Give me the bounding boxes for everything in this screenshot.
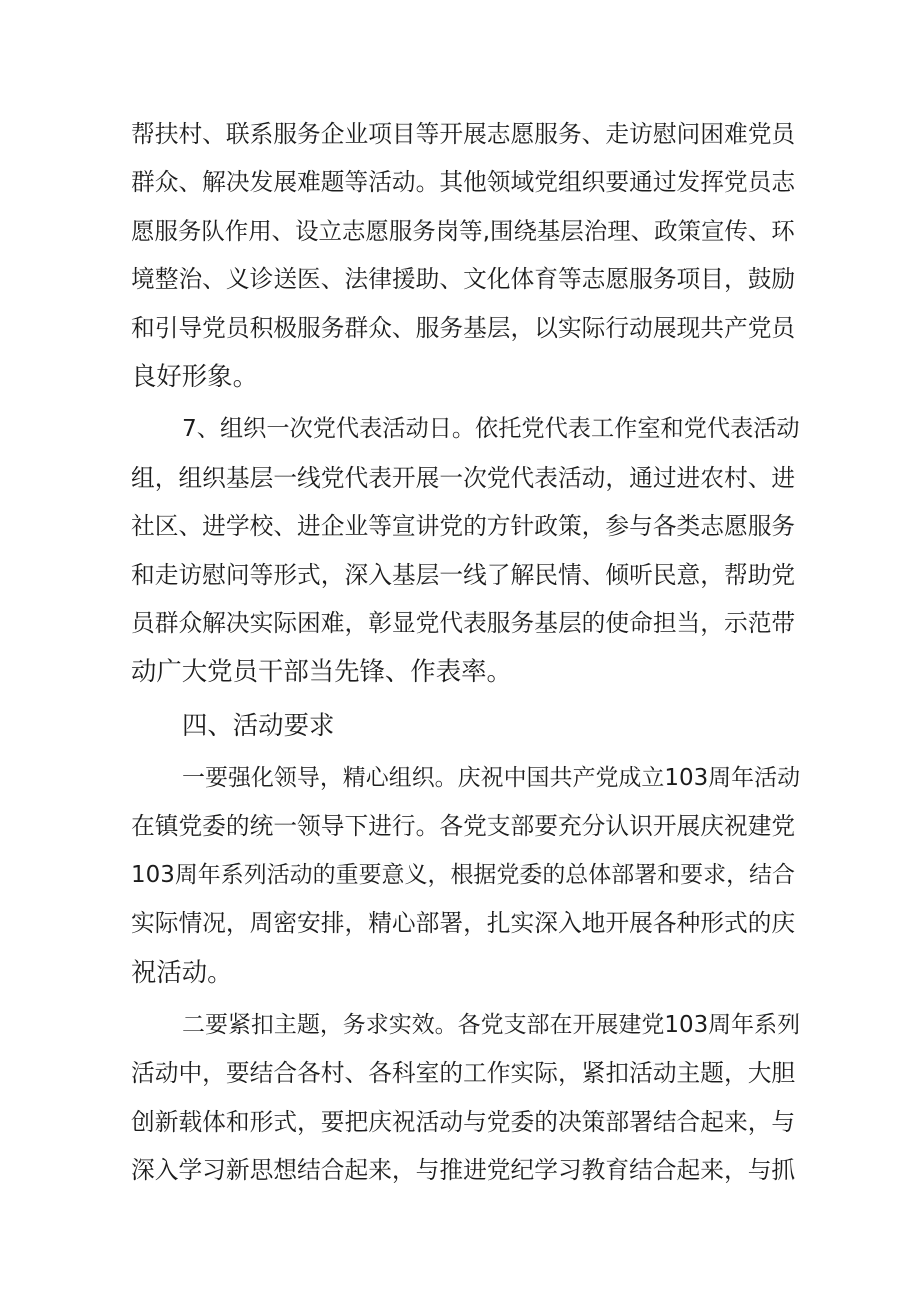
text-line: 社区、进学校、进企业等宣讲党的方针政策，参与各类志愿服务 [131,512,796,541]
paragraph [131,110,795,400]
text-line: 四、活动要求 [182,709,335,740]
text-line: 创新载体和形式，要把庆祝活动与党委的决策部署结合起来，与 [131,1107,796,1136]
text-line: 深入学习新思想结合起来，与推进党纪学习教育结合起来，与抓 [131,1156,796,1185]
text-line: 103周年系列活动的重要意义，根据党委的总体部署和要求，结合 [131,861,795,888]
paragraph [131,754,801,996]
text-line: 帮扶村、联系服务企业项目等开展志愿服务、走访慰问困难党员 [131,120,796,148]
text-line: 在镇党委的统一领导下进行。各党支部要充分认识开展庆祝建党 [131,812,796,841]
text-line: 愿服务队作用、设立志愿服务岗等,围绕基层治理、政策宣传、环 [131,216,795,245]
text-line: 7、组织一次党代表活动日。依托党代表工作室和党代表活动 [182,415,800,443]
document-body [131,110,801,1195]
text-line: 祝活动。 [131,956,233,987]
paragraph [131,405,800,695]
paragraph [131,701,795,749]
text-line: 组，组织基层一线党代表开展一次党代表活动，通过进农村、进 [131,463,796,492]
text-line: 一要强化领导，精心组织。庆祝中国共产党成立103周年活动 [182,765,801,792]
text-line: 实际情况，周密安排，精心部署，扎实深入地开展各种形式的庆 [131,909,796,938]
text-line: 群众、解决发展难题等活动。其他领域党组织要通过发挥党员志 [131,168,796,197]
text-line: 活动中，要结合各村、各科室的工作实际，紧扣活动主题，大胆 [131,1059,796,1088]
text-line: 二要紧扣主题，务求实效。各党支部在开展建党103周年系列 [182,1012,801,1039]
text-line: 员群众解决实际困难，彰显党代表服务基层的使命担当，示范带 [131,608,796,637]
text-line: 动广大党员干部当先锋、作表率。 [131,656,512,687]
text-line: 和引导党员积极服务群众、服务基层，以实际行动展现共产党员 [131,313,796,342]
paragraph [131,1001,801,1195]
text-line: 良好形象。 [131,360,258,391]
text-line: 境整治、义诊送医、法律援助、文化体育等志愿服务项目，鼓励 [131,265,796,294]
text-line: 和走访慰问等形式，深入基层一线了解民情、倾听民意，帮助党 [131,560,796,589]
